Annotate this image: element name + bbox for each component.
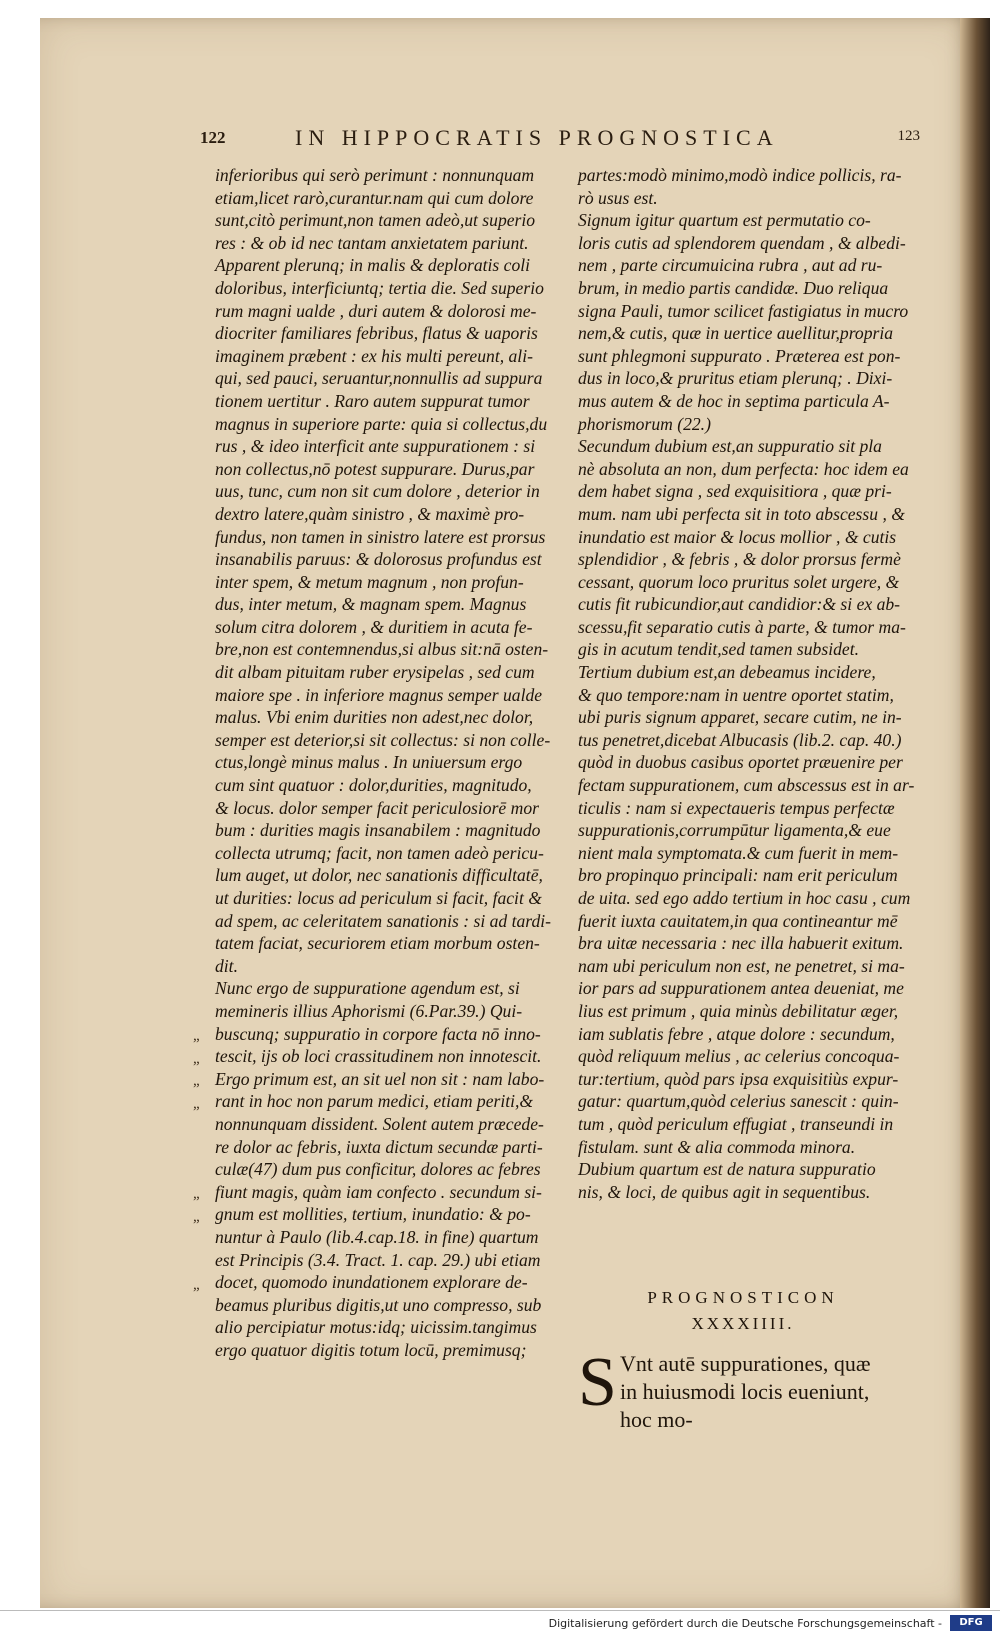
margin-quote-mark [193,1251,200,1274]
text-line: phorismorum (22.) [578,413,711,434]
text-line: nuntur à Paulo (lib.4.cap.18. in fine) quartum [215,1226,539,1247]
text-line: mus autem & de hoc in septima particula A- [578,390,890,411]
text-line: beamus pluribus digitis,ut uno compresso, sub [215,1294,542,1315]
text-line: fectam suppurationem, cum abscessus est in ar- [578,775,915,796]
text-line: lum auget, ut dolor, nec sanationis difficultatē, [215,865,543,886]
text-line: fiunt magis, quàm iam confecto . secundum si- [215,1181,542,1202]
text-line: nem,& cutis, quæ in uertice auellitur,propria [578,323,894,344]
text-line: inferioribus qui serò perimunt : nonnunquam [215,165,535,185]
text-line: Signum igitur quartum est permutatio co- [578,210,871,231]
text-line: solum citra dolorem , & duritiem in acuta fe- [215,616,533,637]
text-line: gnum est mollities, tertium, inundatio: & po- [215,1204,531,1225]
text-line: & locus. dolor semper facit periculosiorē mor [215,797,539,818]
text-line: malus. Vbi enim durities non adest,nec dolor, [215,707,534,728]
margin-quote-mark: „ [193,1028,200,1044]
text-line: re dolor ac febris, iuxta dictum secundæ parti- [215,1136,543,1157]
text-line: tur:tertium, quòd pars ipsa exquisitiùs expur- [578,1068,899,1089]
text-line: insanabilis paruus: & dolorosus profundus est [215,549,542,570]
text-line: magnus in superiore parte: quia si collectus,du [215,413,548,434]
text-line: cutis fit rubicundior,aut candidior:& si ex ab- [578,594,901,615]
text-line: Nunc ergo de suppuratione agendum est, si [215,978,520,999]
text-line: brum, in medio partis candidæ. Duo reliqua [578,277,889,298]
text-line: imaginem præbent : ex his multi pereunt, ali- [215,345,533,366]
text-line: ad spem, ac celeritatem sanationis : si ad tardi- [215,910,552,931]
text-line: tatem faciat, securiorem etiam morbum osten- [215,933,540,954]
drop-capital: S [578,1344,617,1421]
margin-quote-mark: „ [193,1208,200,1225]
dfg-logo: DFG [950,1615,992,1631]
text-line: nonnunquam dissident. Solent autem præcede- [215,1113,544,1134]
text-line: dit albam pituitam ruber erysipelas , sed cum [215,662,535,683]
text-line: qui, sed pauci, seruantur,nonnullis ad suppura [215,368,543,389]
text-line: sunt phlegmoni suppurato . Præterea est pon- [578,345,901,366]
margin-quote-mark: „ [193,1186,200,1203]
text-line: in huiusmodi locis eueniunt, [620,1379,870,1404]
text-line: etiam,licet rarò,curantur.nam qui cum dolore [215,187,534,208]
text-line: docet, quomodo inundationem explorare de- [215,1272,528,1293]
text-line: partes:modò minimo,modò indice pollicis, ra- [578,165,902,185]
text-line: tum , quòd periculum effugiat , transeundi in [578,1113,894,1134]
text-line: sunt,citò perimunt,non tamen adeò,ut superio [215,210,536,231]
text-line: Tertium dubium est,an debeamus incidere, [578,662,876,683]
margin-quote-mark [193,1161,200,1184]
text-line: rum magni ualde , duri autem & dolorosi me- [215,300,537,321]
section-text [620,1350,920,1434]
text-line: inter spem, & metum magnum , non profun- [215,571,524,592]
folio-left: 122 [200,128,226,147]
text-line: nem , parte circumuicina rubra , aut ad ru- [578,255,883,276]
text-line: dem habet signa , sed exquisitiora , quæ pri- [578,481,892,502]
margin-quote-mark [193,1138,200,1161]
text-line: loris cutis ad splendorem quendam , & albedi- [578,232,906,253]
text-line: mum. nam ubi perfecta sit in toto abscessu , & [578,503,905,524]
text-line: signa Pauli, tumor scilicet fastigiatus in mucro [578,300,909,321]
text-line: maiore spe . in inferiore magnus semper ualde [215,684,543,705]
text-line: fistulam. sunt & alia commoda minora. [578,1136,856,1157]
text-line: ticulis : nam si expectaueris tempus perfectæ [578,797,895,818]
text-line: nè absoluta an non, dum perfecta: hoc idem ea [578,458,909,479]
text-line: nis, & loci, de quibus agit in sequentibus. [578,1181,871,1202]
text-line: uus, tunc, cum non sit cum dolore , deterior in [215,481,540,502]
text-line: bre,non est contemnendus,si albus sit:nā osten- [215,639,549,660]
margin-quote-mark [193,1228,200,1251]
text-line: lius est primum , quia minùs debilitatur æger, [578,1000,899,1021]
text-line: ergo quatuor digitis totum locū, premimusq; [215,1339,527,1360]
text-line: collecta utrumq; facit, non tamen adeò pericu- [215,842,544,863]
text-line: Secundum dubium est,an suppuratio sit pla [578,436,882,457]
margin-quote-mark: „ [193,1095,200,1112]
text-line: memineris illius Aphorismi (6.Par.39.) Qui- [215,1000,523,1021]
text-line: ior pars ad suppurationem antea deueniat, me [578,978,904,999]
text-line: Vnt autē suppurationes, quæ [620,1351,871,1376]
text-line: rant in hoc non parum medici, etiam periti,& [215,1091,534,1112]
text-line: buscunq; suppuratio in corpore facta nō inno- [215,1023,541,1044]
running-head [200,125,920,154]
text-line: rus , & ideo interficit ante suppurationem : si [215,436,536,457]
text-line: Dubium quartum est de natura suppuratio [578,1159,876,1180]
text-line: quòd reliquum melius , ac celerius concoqua- [578,1046,900,1067]
margin-quote-mark: „ [193,1276,200,1293]
margin-quote-mark [193,1115,200,1138]
text-line: cessant, quorum loco pruritus solet urgere, & [578,571,900,592]
running-title: IN HIPPOCRATIS PROGNOSTICA [295,125,779,150]
text-line: dus, inter metum, & magnam spem. Magnus [215,594,527,615]
text-line: splendidior , & febris , & dolor prorsus fermè [578,549,901,570]
text-line: inundatio est maior & locus mollior , & cutis [578,526,897,547]
text-line: dus in loco,& pruritus etiam plerunq; . Dixi- [578,368,893,389]
folio-right: 123 [897,128,920,144]
text-line: de uita. sed ego addo tertium in hoc casu , cum [578,888,911,908]
left-column [215,164,555,1361]
text-line: tionem uertitur . Raro autem suppurat tumor [215,390,530,411]
text-line: bra uitæ necessaria : nec illa habuerit exitum. [578,933,904,954]
text-line: dextro latere,quàm sinistro , & maximè pro- [215,503,525,524]
text-line: nient mala symptomata.& cum fuerit in mem- [578,842,899,863]
text-line: bum : durities magis insanabilem : magnitudo [215,820,541,841]
text-line: fuerit iuxta cauitatem,in qua contineantur mē [578,910,898,931]
text-line: gatur: quartum,quòd celerius sanescit : quin- [578,1091,899,1112]
text-line: diocriter familiares febribus, flatus & uaporis [215,323,538,344]
text-line: est Principis (3.4. Tract. 1. cap. 29.) ubi etiam [215,1249,541,1270]
text-line: culæ(47) dum pus conficitur, dolores ac febres [215,1159,541,1180]
text-line: Ergo primum est, an sit uel non sit : nam labo- [215,1068,545,1089]
margin-quote-mark: „ [193,1050,200,1067]
right-column [578,164,915,1203]
section-heading: PROGNOSTICON [647,1288,839,1307]
text-line: iam sublatis febre , atque dolore : secundum, [578,1023,895,1044]
text-line: non collectus,nō potest suppurare. Durus,par [215,458,535,479]
text-line: quòd in duobus casibus oportet præuenire per [578,752,903,773]
text-line: dit. [215,955,238,976]
margin-quote-mark: „ [193,1073,200,1090]
text-line: gis in acutum tendit,sed tamen subsidet. [578,639,859,660]
text-line: hoc mo- [620,1407,693,1432]
text-line: doloribus, interficiuntq; tertia die. Sed superio [215,277,544,298]
text-line: bro propinquo principali: nam erit periculum [578,865,898,886]
text-line: ctus,longè minus malus . In uniuersum ergo [215,752,523,773]
text-line: ubi puris signum apparet, secare cutim, ne in- [578,707,902,728]
text-line: res : & ob id nec tantam anxietatem pariunt. [215,232,529,253]
footer-bar [0,1610,1000,1638]
text-line: scessu,fit separatio cutis à parte, & tumor ma- [578,616,906,637]
text-line: fundus, non tamen in sinistro latere est prorsus [215,526,546,547]
text-line: tus penetret,dicebat Albucasis (lib.2. cap. 40.) [578,729,902,750]
text-line: suppurationis,corrumpūtur ligamenta,& eue [578,820,891,841]
margin-quotes [193,1025,200,1296]
text-line: alio percipiatur motus:idq; uicissim.tangimus [215,1317,537,1338]
text-line: semper est deterior,si sit collectus: si non colle- [215,729,551,750]
text-line: & quo tempore:nam in uentre oportet statim, [578,684,894,705]
text-line: tescit, ijs ob loci crassitudinem non innotescit. [215,1046,542,1067]
text-line: rò usus est. [578,187,658,208]
text-line: Apparent plerunq; in malis & deploratis coli [215,255,531,276]
section-number: XXXXIIII. [691,1314,795,1333]
page-edge [960,18,990,1608]
text-line: nam ubi periculum non est, ne penetret, si ma- [578,955,905,976]
text-line: cum sint quatuor : dolor,durities, magnitudo, [215,775,532,796]
funding-credit: Digitalisierung gefördert durch die Deutsche Forschungsgemeinschaft - [548,1617,942,1630]
text-line: ut durities: locus ad periculum si facit, facit & [215,888,542,908]
